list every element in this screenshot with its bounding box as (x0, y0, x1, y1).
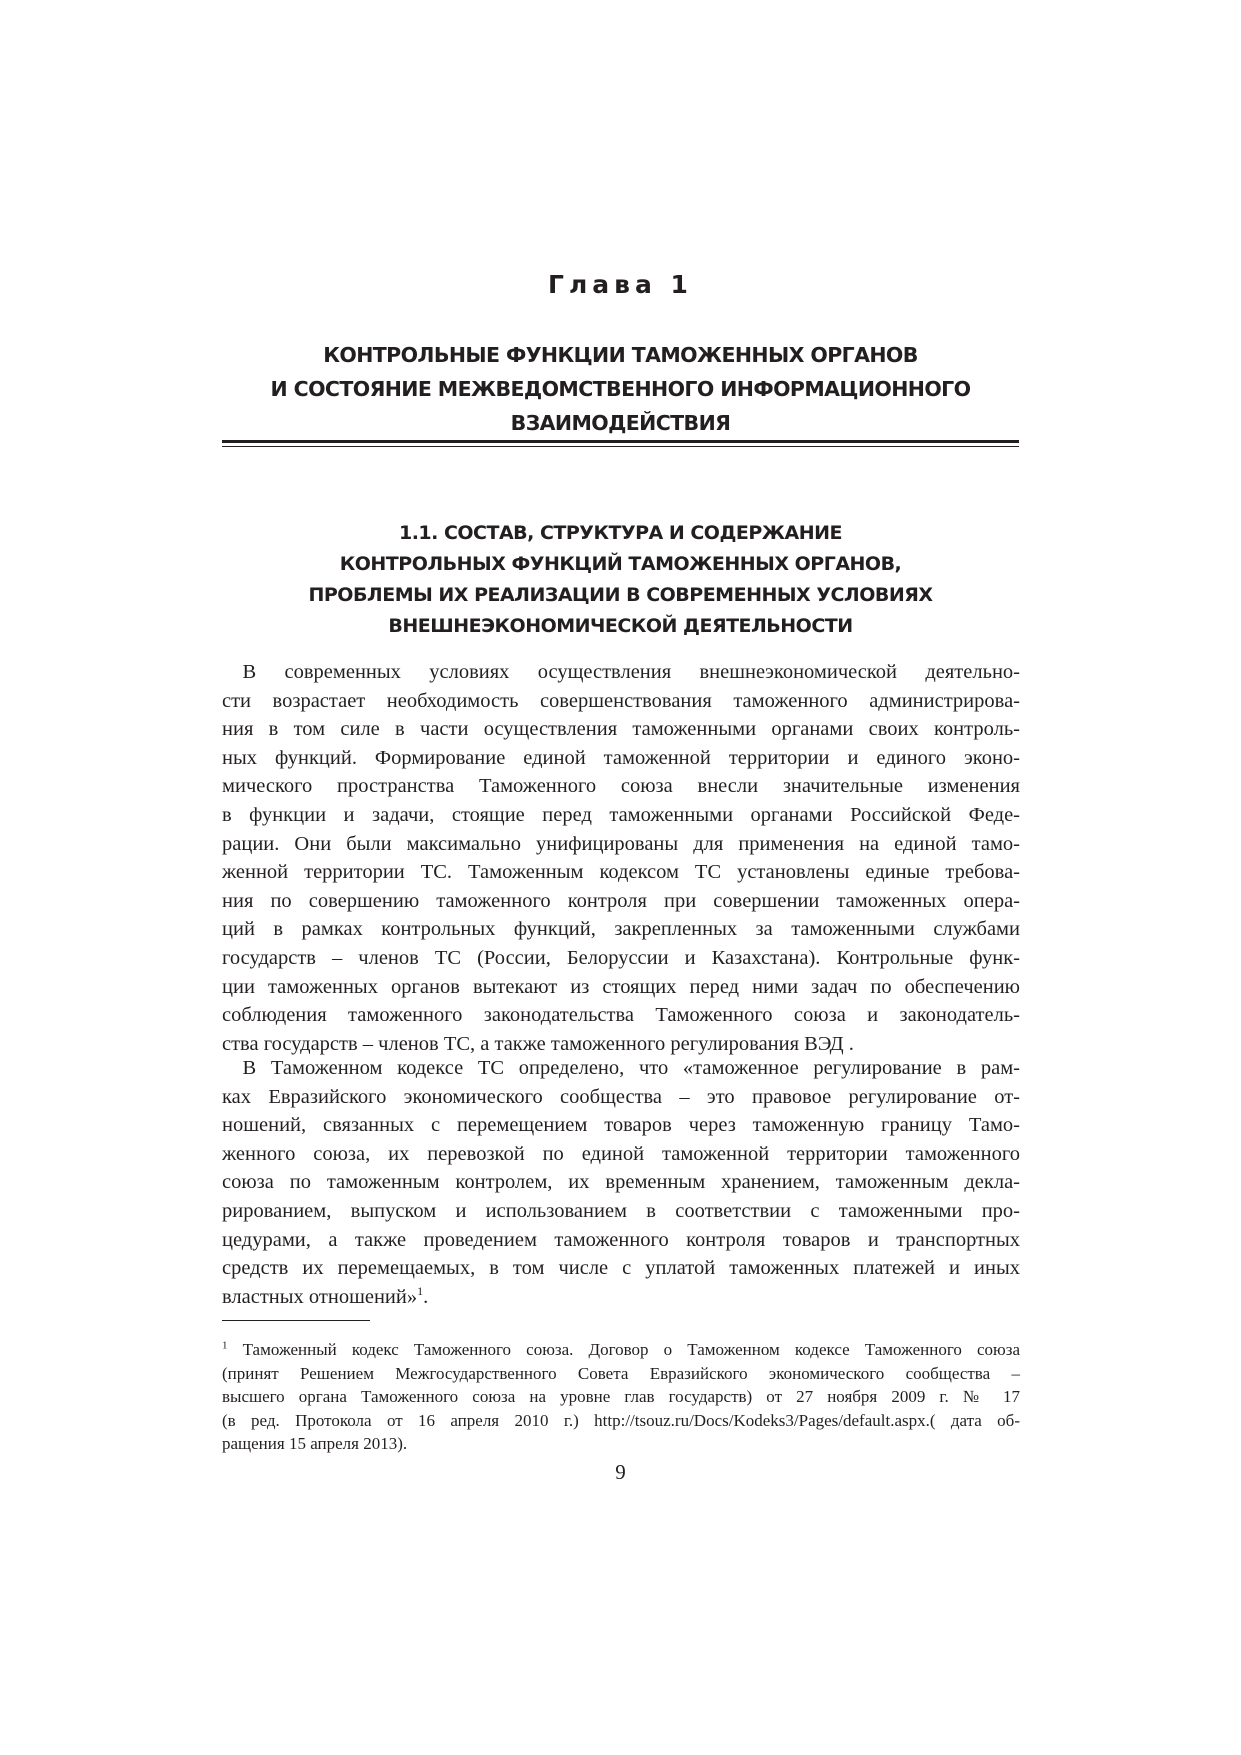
text-line: государств – членов ТС (России, Белоруссии и Казахстана). Контрольные функ- (222, 946, 1020, 969)
text-line: В Таможенном кодексе ТС определено, что «таможенное регулирование в рам- (222, 1057, 1020, 1079)
text-line: рации. Они были максимально унифицированы для применения на единой тамо- (222, 832, 1020, 855)
paragraph-2 (222, 1054, 1020, 1311)
text-line: сти возрастает необходимость совершенствования таможенного администрирова- (222, 689, 1020, 712)
footnote-line: высшего органа Таможенного союза на уровне глав государств) от 27 ноября 2009 г. № 17 (222, 1387, 1020, 1406)
text-line: ния в том силе в части осуществления таможенными органами своих контроль- (222, 718, 1020, 741)
text-line-with-footnote (222, 1283, 1020, 1312)
period: . (423, 1285, 429, 1308)
chapter-title-line: И СОСТОЯНИЕ МЕЖВЕДОМСТВЕННОГО ИНФОРМАЦИОННОГО (270, 377, 971, 401)
text-line: ции таможенных органов вытекают из стоящих перед ними задач по обеспечению (222, 975, 1020, 998)
text-line: ций в рамках контрольных функций, закрепленных за таможенными службами (222, 918, 1020, 941)
text-line: В современных условиях осуществления внешнеэкономической деятельно- (222, 661, 1020, 683)
text-line: ства государств – членов ТС, а также таможенного регулирования ВЭД . (222, 1032, 854, 1055)
footnote-line (222, 1338, 1020, 1362)
footnote-line: (принят Решением Межгосударственного Совета Евразийского экономического сообщества – (222, 1363, 1020, 1383)
section-title-line: ВНЕШНЕЭКОНОМИЧЕСКОЙ ДЕЯТЕЛЬНОСТИ (388, 615, 853, 637)
chapter-title-line: ВЗАИМОДЕЙСТВИЯ (510, 411, 731, 435)
text-line: союза по таможенным контролем, их временным хранением, таможенным декла- (222, 1171, 1020, 1194)
text-line: цедурами, а также проведением таможенного контроля товаров и транспортных (222, 1228, 1020, 1251)
footnote-line: ращения 15 апреля 2013). (222, 1434, 408, 1453)
footnote-separator (222, 1320, 370, 1321)
section-title (150, 518, 1091, 642)
text-line: рированием, выпуском и использованием в соответствии с таможенными про- (222, 1199, 1020, 1222)
text-line: властных отношений» (222, 1285, 418, 1308)
footnote-line: (в ред. Протокола от 16 апреля 2010 г.) http://tsouz.ru/Docs/Kodeks3/Pages/default.aspx.( дата об- (222, 1410, 1020, 1430)
chapter-title (150, 338, 1091, 440)
paragraph-1 (222, 658, 1020, 1058)
text-line: соблюдения таможенного законодательства Таможенного союза и законодатель- (222, 1004, 1020, 1027)
chapter-divider-thick (222, 440, 1019, 443)
section-title-line: КОНТРОЛЬНЫХ ФУНКЦИЙ ТАМОЖЕННЫХ ОРГАНОВ, (339, 553, 902, 575)
chapter-title-line: КОНТРОЛЬНЫЕ ФУНКЦИИ ТАМОЖЕННЫХ ОРГАНОВ (323, 343, 918, 367)
text-line: ния по совершению таможенного контроля при совершении таможенных опера- (222, 889, 1020, 912)
text-line: женного союза, их перевозкой по единой таможенной территории таможенного (222, 1142, 1020, 1165)
footnote-text: Таможенный кодекс Таможенного союза. Договор о Таможенном кодексе Таможенного союза (227, 1340, 1020, 1359)
page-number: 9 (615, 1460, 626, 1484)
footnote (222, 1338, 1020, 1456)
chapter-divider-thin (222, 446, 1019, 447)
footnote-mark: 1 (222, 1339, 228, 1352)
section-title-line: ПРОБЛЕМЫ ИХ РЕАЛИЗАЦИИ В СОВРЕМЕННЫХ УСЛОВИЯХ (308, 584, 933, 606)
text-line: в функции и задачи, стоящие перед таможенными органами Российской Феде- (222, 803, 1020, 826)
text-line: средств их перемещаемых, в том числе с уплатой таможенных платежей и иных (222, 1257, 1020, 1280)
chapter-label: Глава 1 (548, 270, 693, 299)
text-line: ных функций. Формирование единой таможенной территории и единого эконо- (222, 746, 1020, 769)
text-line: ках Евразийского экономического сообщества – это правовое регулирование от- (222, 1085, 1020, 1108)
text-line: ношений, связанных с перемещением товаров через таможенную границу Тамо- (222, 1114, 1020, 1137)
section-title-line: 1.1. СОСТАВ, СТРУКТУРА И СОДЕРЖАНИЕ (398, 522, 843, 544)
text-line: мического пространства Таможенного союза внесли значительные изменения (222, 775, 1020, 798)
text-line: женной территории ТС. Таможенным кодексом ТС установлены единые требова- (222, 861, 1020, 884)
footnote-reference[interactable]: 1 (417, 1283, 424, 1298)
